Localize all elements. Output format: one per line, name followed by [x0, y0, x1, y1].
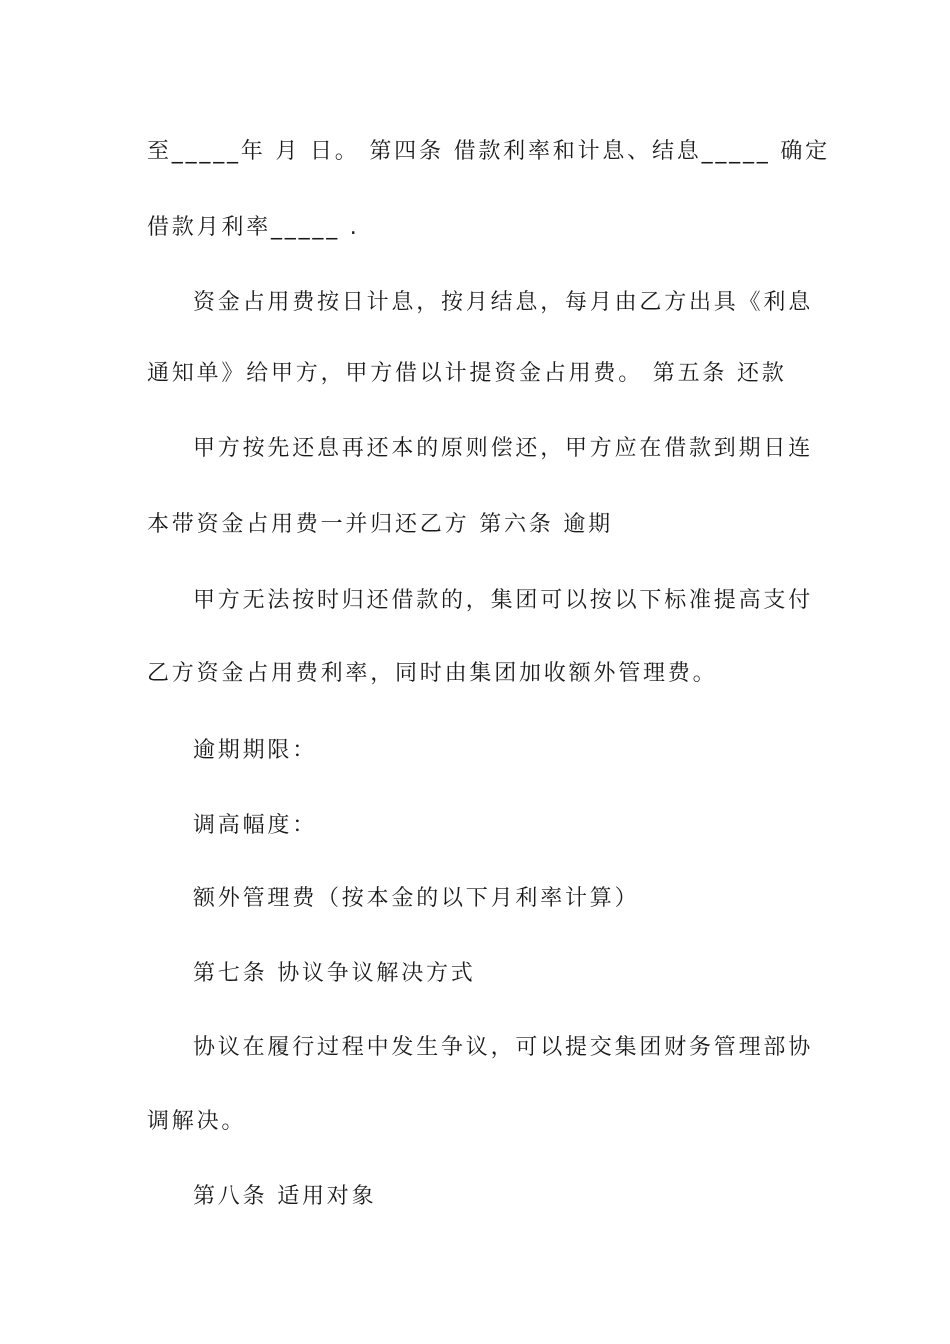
text-line-10: 调高幅度： — [193, 813, 318, 838]
text-line-7: 甲方无法按时归还借款的，集团可以按以下标准提高支付 — [193, 588, 814, 613]
text-line-13: 协议在履行过程中发生争议，可以提交集团财务管理部协 — [193, 1035, 814, 1060]
text-line-9: 逾期期限： — [193, 738, 318, 763]
text-line-2: 借款月利率_____ . — [147, 215, 360, 240]
text-line-15: 第八条 适用对象 — [193, 1184, 377, 1209]
text-line-6: 本带资金占用费一并归还乙方 第六条 逾期 — [147, 512, 613, 537]
text-line-5: 甲方按先还息再还本的原则偿还，甲方应在借款到期日连 — [193, 436, 814, 461]
text-line-12: 第七条 协议争议解决方式 — [193, 961, 476, 986]
text-line-4: 通知单》给甲方，甲方借以计提资金占用费。 第五条 还款 — [147, 361, 787, 386]
text-line-11: 额外管理费（按本金的以下月利率计算） — [193, 886, 640, 911]
text-line-3: 资金占用费按日计息，按月结息，每月由乙方出具《利息 — [193, 290, 814, 315]
text-line-14: 调解决。 — [147, 1109, 247, 1134]
text-line-1: 至_____年 月 日。 第四条 借款利率和计息、结息_____ 确定 — [147, 139, 830, 164]
text-line-8: 乙方资金占用费利率，同时由集团加收额外管理费。 — [147, 661, 718, 686]
